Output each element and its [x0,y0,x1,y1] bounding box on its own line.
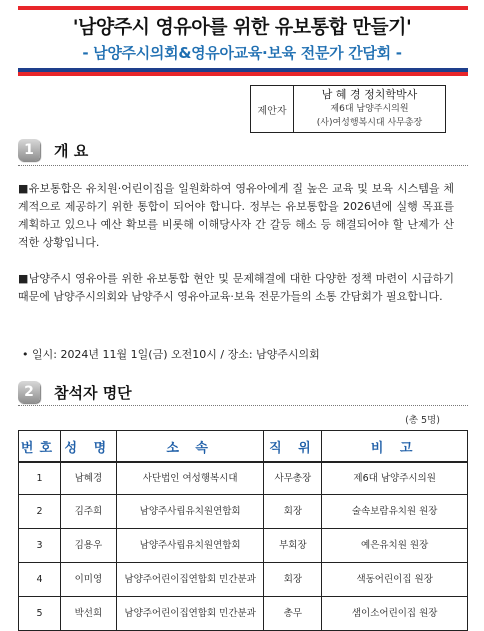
cell-name: 김주희 [60,495,116,529]
cell-affiliation: 사단법인 여성행복시대 [116,462,264,495]
section-overview-title: 개 요 [54,141,89,160]
table-row [19,563,468,597]
page-subtitle: - 남양주시의회&영유아교육·보육 전문가 간담회 - [82,44,402,62]
proposer-name: 남 혜 경 정치학박사 [321,88,418,101]
table-row [19,462,468,495]
cell-position: 회장 [264,563,322,597]
cell-affiliation: 남양주사립유치원연합회 [116,529,264,563]
cell-name: 이미영 [60,563,116,597]
overview-paragraph-1: ■유보통합은 유치원·어린이집을 일원화하여 영유아에게 질 높은 교육 및 보육 시스템을 체계적으로 제공하기 위한 통합이 되어야 합니다. 정부는 유보통합을 2026년에 실행 목표를 계획하고 있으나 예산 확보를 비롯해 이해당사자 간 갈등 해소 등 해결되어야 할 난제가 산적한 상황입니다. [18,182,454,249]
table-row [19,495,468,529]
schedule-line: • 일시: 2024년 11월 1일(금) 오전10시 / 장소: 남양주시의회 [22,348,320,361]
proposer-organization: (사)여성행복시대 사무총장 [316,118,423,128]
cell-note: 샘이소어린이집 원장 [322,597,468,631]
column-header-number: 번호 [19,431,61,463]
column-header-name: 성 명 [60,431,116,463]
page-title: '남양주시 영유아를 위한 유보통합 만들기' [72,16,412,38]
column-header-note: 비 고 [322,431,468,463]
overview-paragraph-2: ■남양주시 영유아를 위한 유보통합 현안 및 문제해결에 대한 다양한 정책 마련이 시급하기 때문에 남양주시의회와 남양주시 영유아교육·보육 전문가들의 소통 간담회가 필요합니다. [18,272,454,303]
column-header-affiliation: 소 속 [116,431,264,463]
cell-number: 3 [19,529,61,563]
column-header-position: 직 위 [264,431,322,463]
proposer-position: 제6대 남양주시의원 [330,104,409,114]
cell-affiliation: 남양주어린이집연합회 민간분과 [116,563,264,597]
header-bottom-red-bar [18,72,468,76]
cell-name: 남혜경 [60,462,116,495]
cell-affiliation: 남양주사립유치원연합회 [116,495,264,529]
table-row [19,597,468,631]
section-divider [18,405,468,406]
section-attendees-title: 참석자 명단 [54,383,132,402]
cell-affiliation: 남양주어린이집연합회 민간분과 [116,597,264,631]
proposer-label: 제안자 [250,86,294,132]
cell-note: 색동어린이집 원장 [322,563,468,597]
cell-number: 4 [19,563,61,597]
section-number-badge: 2 [18,381,40,403]
section-overview-heading [18,136,88,164]
table-header-row [19,431,468,463]
table-row [19,529,468,563]
cell-position: 사무총장 [264,462,322,495]
section-number-badge: 1 [18,139,40,161]
section-divider [18,165,468,166]
cell-name: 김용우 [60,529,116,563]
cell-note: 제6대 남양주시의원 [322,462,468,495]
proposer-box [250,85,446,133]
cell-number: 1 [19,462,61,495]
header-top-red-bar [18,6,468,10]
attendee-count: (총 5명) [405,415,440,426]
cell-name: 박선희 [60,597,116,631]
attendee-table [18,430,468,631]
cell-position: 회장 [264,495,322,529]
cell-note: 술속보람유치원 원장 [322,495,468,529]
cell-position: 총무 [264,597,322,631]
proposer-details [294,86,445,132]
cell-number: 5 [19,597,61,631]
cell-note: 예은유치원 원장 [322,529,468,563]
section-attendees-heading [18,378,132,406]
cell-position: 부회장 [264,529,322,563]
cell-number: 2 [19,495,61,529]
